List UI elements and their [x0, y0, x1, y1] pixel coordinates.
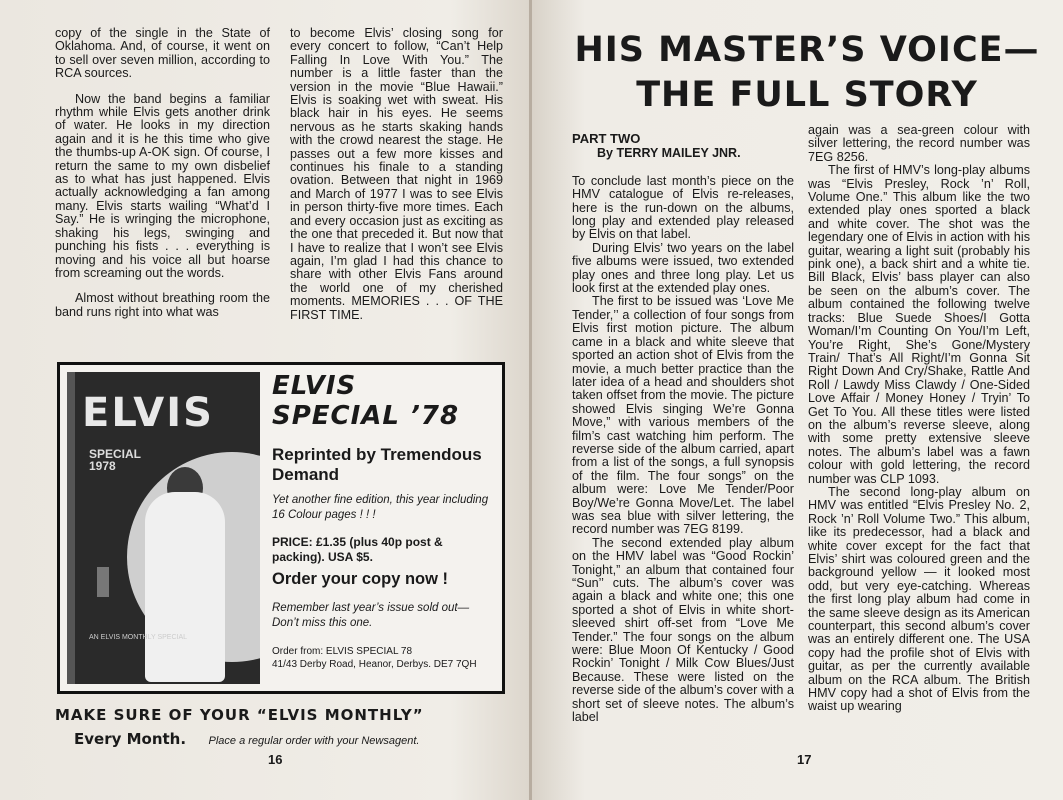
microphone-icon [97, 567, 109, 597]
paragraph: Almost without breathing room the band runs right into what was [55, 291, 270, 319]
book-spine [67, 372, 75, 684]
headline-line1: HIS MASTER’S VOICE— [574, 30, 1040, 70]
paragraph: During Elvis’ two years on the label five albums were issued, two extended play ones and three long play. Let us look first at the extended play ones. [572, 240, 794, 296]
paragraph: The first of HMV’s long-play albums was “Elvis Presley, Rock ’n’ Roll, Volume One.” This album like the two extended play ones sported a black and white cover. The shot was the legendary one of Elvis in action with his guitar, wearing a light suit (probably his pink one), a back shirt and a white tie. Bill Black, Elvis’ bass player can also be seen on the album’s cover. The album contained the following twelve tracks: Blue Suede Shoes/I Gotta Woman/I’m Counting On You/I’m Left, You’re Right, She’s Gone/Mystery Train/ That’s All Right/I’m Gonna Sit Right Down And Cry/Shake, Rattle And Roll / Lawdy Miss Clawdy / One-Sided Love Affair / Money Honey / Tryin’ To Get To You. All these titles were listed on the album’s reverse sleeve, along with some pretty extensive sleeve notes. The album’s label was a fawn colour with gold lettering, the record number was CLP 1093. [808, 163, 1030, 486]
paragraph: copy of the single in the State of Oklahoma. And, of course, it went on to sell over seven million, according to RCA sources. [55, 26, 270, 81]
right-page [532, 0, 1063, 800]
paragraph: The second extended play album on the HMV label was “Good Rockin’ Tonight,” an album that contained four “Sun’’ cuts. The album’s cover was again a black and white one; this one sported a shot of Elvis in white short-sleeved shirt off-set from “Love Me Tender.” The four songs on the album were: Blue Moon Of Kentucky / Good Rockin’ Tonight / Milk Cow Blues/Just Because. These were listed on the reverse side of the album’s cover with a short set of sleeve notes. The album’s label [572, 535, 794, 725]
make-sure-banner: MAKE SURE OF YOUR “ELVIS MONTHLY” [55, 706, 424, 724]
advert-fine-edition: Yet another fine edition, this year including 16 Colour pages ! ! ! [272, 494, 489, 521]
every-month: Every Month. [74, 730, 187, 748]
part-label: PART TWO [572, 131, 641, 146]
elvis-special-advert [57, 362, 505, 694]
paragraph: Now the band begins a familiar rhythm while Elvis gets another drink of water. He looks in my direction again and it is he this time who give the thumbs-up A-OK sign. Of course, I return the same to my own disbelief as to what has just happened. Elvis actually acknowledging a fan among many. Elvis starts wailing “What’d I Say.” He is wringing the microphone, shaking his legs, swinging and punching his fists . . . everything is moving and his voice all but hoarse from screaming out the words. [55, 91, 270, 280]
right-column-1 [572, 132, 794, 724]
byline: By TERRY MAILEY JNR. [597, 146, 741, 161]
paragraph: The first to be issued was ‘Love Me Tender,’’ a collection of four songs from Elvis first motion picture. The album came in a black and white sleeve that sported an action shot of Elvis from the movie, a much better practice than the later idea of a head and shoulders shot taken offset from the movie. The picture showed Elvis singing We’re Gonna Move,” with various members of the film’s cast watching him perform. The reverse side of the album carried, apart from a list of the songs, a full synopsis of the film. The four songs” on the album were: Love Me Tender/Poor Boy/We’re Gonna Move/Let. The label was sea blue with silver lettering, the record number was 7EG 8199. [572, 294, 794, 537]
page-number: 16 [268, 752, 283, 767]
cover-special [89, 448, 141, 472]
advert-address: 41/43 Derby Road, Heanor, Derbys. DE7 7QH [272, 659, 477, 670]
headline-line2: THE FULL STORY [636, 75, 978, 115]
cover-year: 1978 [89, 459, 116, 473]
advert-order-from: Order from: ELVIS SPECIAL 78 [272, 646, 413, 657]
paragraph: again was a sea-green colour with silver lettering, the record number was 7EG 8256. [808, 123, 1030, 164]
cover-logo: ELVIS [82, 390, 214, 436]
newsagent-note: Place a regular order with your Newsagent. [208, 735, 420, 747]
advert-title-line1: ELVIS [272, 371, 357, 401]
article-headline [572, 28, 1042, 118]
advert-reprinted: Reprinted by Tremendous Demand [272, 445, 482, 484]
cover-special-word: SPECIAL [89, 447, 142, 461]
paragraph: to become Elvis’ closing song for every concert to follow, “Can’t Help Falling In Love With You.” The number is a little faster than the version in the movie “Blue Hawaii.” Elvis is soaking wet with sweat. His black hair in his eyes. He seems nervous as he starts skaking hands with the crowd nearest the stage. He passes out a few more kisses and continues his finale to a standing ovation. Between that night in 1969 and March of 1977 I was to see Elvis in person thirty-five more times. Each and every occasion just as exciting as the one that preceded it. But now that I have to realize that I won’t see Elvis again, I’m glad I had this chance to share with other Elvis Fans around the world one of my cherished moments. MEMORIES . . . OF THE FIRST TIME. [290, 26, 503, 322]
page-number: 17 [797, 752, 812, 767]
advert-order-now: Order your copy now ! [272, 570, 449, 588]
advert-price: PRICE: £1.35 (plus 40p post & packing). USA $5. [272, 535, 443, 564]
left-column-2 [290, 27, 503, 322]
left-page [0, 0, 530, 800]
advert-remember: Remember last year’s issue sold out— Don’t miss this one. [272, 602, 470, 629]
paragraph: The second long-play album on HMV was entitled “Elvis Presley No. 2, Rock ’n’ Roll Volume Two.” This album, like its predecessor, had a black and white cover except for the fact that Elvis’ shirt was coloured green and the background yellow — it looked most odd, but very eye-catching. Whereas the first long play album had come in the same sleeve design as its American counterpart, this second album’s cover was an entirely different one. The USA copy had the profile shot of Elvis with guitar, as per the currently available album on the RCA album. The British HMV copy had a shot of Elvis from the waist up wearing [808, 484, 1030, 714]
advert-text [272, 371, 497, 671]
left-column-1 [55, 27, 270, 319]
every-month-line [74, 730, 514, 749]
book-cover-image [67, 372, 260, 684]
elvis-figure [145, 492, 225, 682]
right-column-2 [808, 124, 1030, 714]
cover-small-text: AN ELVIS MONTHLY SPECIAL [89, 634, 188, 641]
paragraph: To conclude last month’s piece on the HMV catalogue of Elvis re-releases, here is the run-down on the albums, long play and extended play released by Elvis on that label. [572, 173, 794, 242]
advert-title-line2: SPECIAL ’78 [272, 401, 460, 431]
